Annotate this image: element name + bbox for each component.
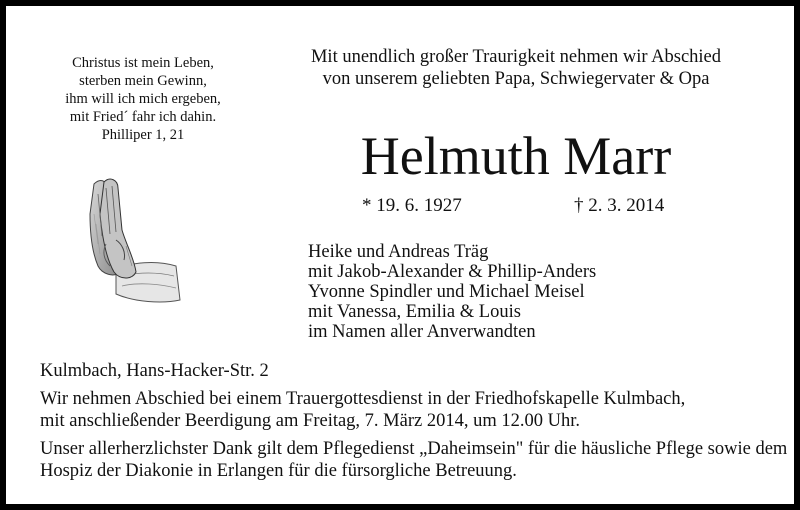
- funeral-service-info: [40, 388, 685, 432]
- intro-line: Mit unendlich großer Traurigkeit nehmen wir Abschied: [310, 47, 722, 67]
- mourner-line: Heike und Andreas Träg: [308, 242, 489, 262]
- bible-verse: [44, 54, 242, 144]
- thanks-note: [40, 438, 787, 482]
- family-address: Kulmbach, Hans-Hacker-Str. 2: [40, 361, 269, 381]
- thanks-line: Unser allerherzlichster Dank gilt dem Pflegedienst „Daheimsein" für die häusliche Pflege sowie dem: [40, 439, 788, 459]
- death-date: † 2. 3. 2014: [574, 195, 665, 216]
- intro-text: [276, 46, 756, 90]
- service-line: mit anschließender Beerdigung am Freitag, 7. März 2014, um 12.00 Uhr.: [40, 411, 580, 431]
- mourner-line: im Namen aller Anverwandten: [308, 322, 536, 342]
- mourner-line: mit Vanessa, Emilia & Louis: [308, 302, 521, 322]
- mourner-line: mit Jakob-Alexander & Phillip-Anders: [308, 262, 597, 282]
- verse-line: sterben mein Gewinn,: [79, 73, 207, 89]
- deceased-name: Helmuth Marr: [360, 126, 672, 186]
- thanks-line: Hospiz der Diakonie in Erlangen für die fürsorgliche Betreuung.: [40, 461, 517, 481]
- verse-line: mit Fried´ fahr ich dahin.: [69, 109, 217, 125]
- verse-line: ihm will ich mich ergeben,: [65, 91, 221, 107]
- intro-line: von unserem geliebten Papa, Schwiegervater & Opa: [322, 69, 710, 89]
- service-line: Wir nehmen Abschied bei einem Trauergottesdienst in der Friedhofskapelle Kulmbach,: [40, 389, 686, 409]
- praying-hands-icon: [76, 174, 186, 304]
- verse-line: Christus ist mein Leben,: [72, 55, 214, 71]
- verse-reference: Philliper 1, 21: [101, 127, 185, 143]
- mourner-line: Yvonne Spindler und Michael Meisel: [308, 282, 585, 302]
- mourners-list: [308, 242, 596, 342]
- birth-date: * 19. 6. 1927: [362, 195, 462, 216]
